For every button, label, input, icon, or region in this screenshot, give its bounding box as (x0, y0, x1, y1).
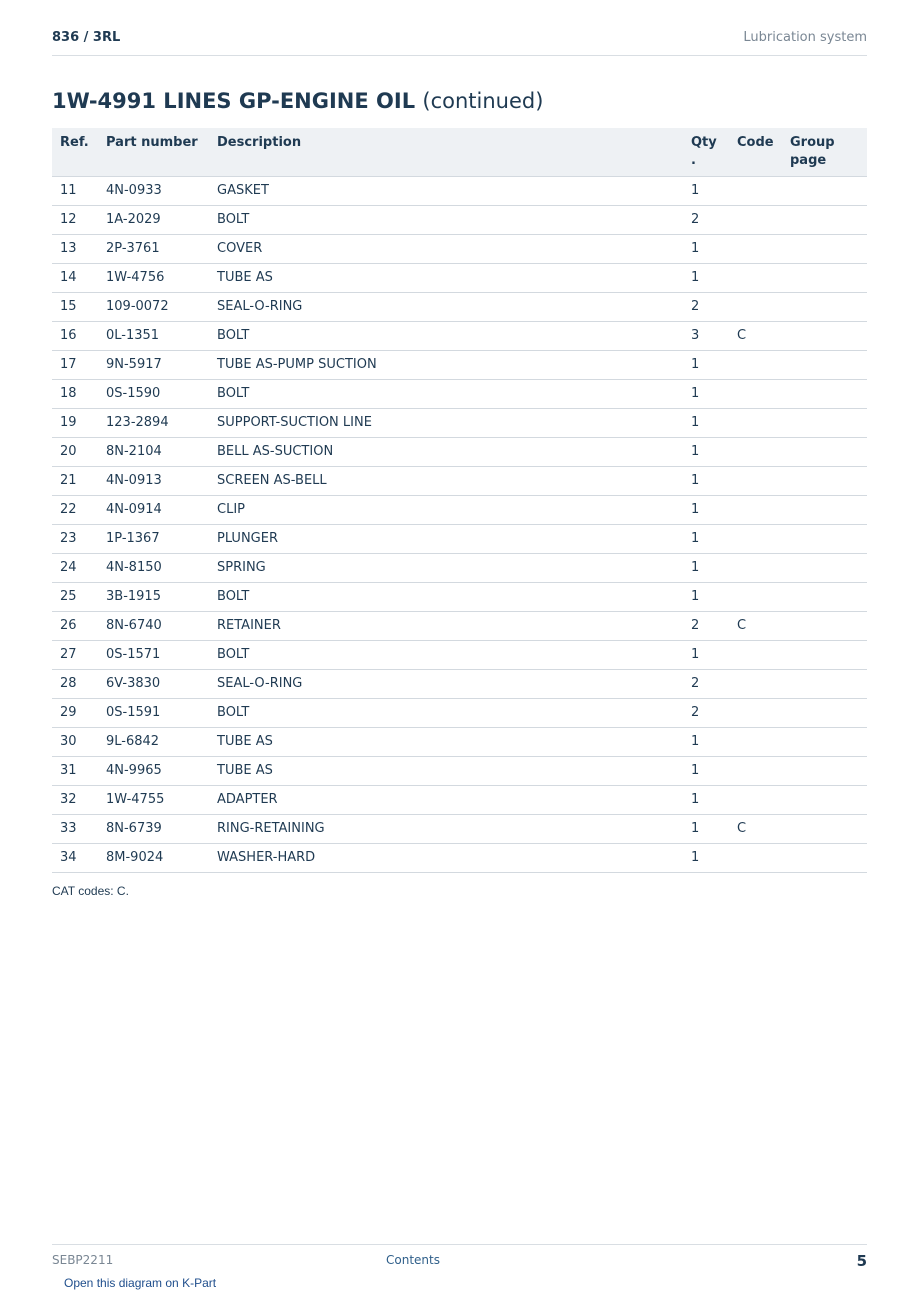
code-cell (729, 843, 782, 872)
description-cell: PLUNGER (209, 524, 683, 553)
table-row (52, 350, 867, 379)
ref-cell: 21 (52, 466, 98, 495)
col-part-number-header: Part number (98, 128, 209, 176)
ref-cell: 24 (52, 553, 98, 582)
cat-codes-note: CAT codes: C. (52, 884, 129, 898)
table-row (52, 814, 867, 843)
table-row (52, 843, 867, 872)
table-header-row (52, 128, 867, 176)
part-number-cell: 6V-3830 (98, 669, 209, 698)
part-number-cell: 4N-0914 (98, 495, 209, 524)
part-number-cell: 4N-0933 (98, 176, 209, 205)
qty-cell: 1 (683, 640, 729, 669)
group-page-cell (782, 292, 867, 321)
qty-cell: 1 (683, 495, 729, 524)
qty-cell: 2 (683, 669, 729, 698)
code-cell (729, 495, 782, 524)
part-number-cell: 123-2894 (98, 408, 209, 437)
group-page-cell (782, 698, 867, 727)
qty-cell: 1 (683, 176, 729, 205)
table-row (52, 785, 867, 814)
kpart-link[interactable]: Open this diagram on K-Part (64, 1276, 217, 1290)
ref-cell: 29 (52, 698, 98, 727)
code-cell (729, 785, 782, 814)
description-cell: SCREEN AS-BELL (209, 466, 683, 495)
col-ref-header: Ref. (52, 128, 98, 176)
ref-cell: 15 (52, 292, 98, 321)
part-number-cell: 9L-6842 (98, 727, 209, 756)
ref-cell: 19 (52, 408, 98, 437)
qty-cell: 1 (683, 756, 729, 785)
title-suffix: (continued) (422, 89, 544, 113)
group-page-cell (782, 495, 867, 524)
col-code-header: Code (729, 128, 782, 176)
qty-cell: 1 (683, 843, 729, 872)
table-row (52, 379, 867, 408)
group-page-cell (782, 611, 867, 640)
footer-divider (52, 1244, 867, 1245)
document-code: SEBP2211 (52, 1253, 114, 1267)
table-row (52, 495, 867, 524)
table-row (52, 611, 867, 640)
table-row (52, 582, 867, 611)
col-group-page-header: Group page (782, 128, 867, 176)
qty-cell: 2 (683, 611, 729, 640)
table-row (52, 669, 867, 698)
code-cell (729, 756, 782, 785)
part-number-cell: 8N-6739 (98, 814, 209, 843)
group-page-cell (782, 437, 867, 466)
ref-cell: 27 (52, 640, 98, 669)
description-cell: BOLT (209, 698, 683, 727)
qty-cell: 1 (683, 727, 729, 756)
part-number-cell: 1W-4756 (98, 263, 209, 292)
ref-cell: 13 (52, 234, 98, 263)
description-cell: BOLT (209, 640, 683, 669)
qty-cell: 1 (683, 408, 729, 437)
code-cell (729, 234, 782, 263)
table-row (52, 321, 867, 350)
ref-cell: 12 (52, 205, 98, 234)
code-cell (729, 205, 782, 234)
table-row (52, 727, 867, 756)
part-number-cell: 2P-3761 (98, 234, 209, 263)
group-page-cell (782, 466, 867, 495)
table-body (52, 176, 867, 872)
ref-cell: 18 (52, 379, 98, 408)
qty-cell: 1 (683, 466, 729, 495)
description-cell: BOLT (209, 205, 683, 234)
code-cell (729, 176, 782, 205)
ref-cell: 22 (52, 495, 98, 524)
model-label: 836 / 3RL (52, 30, 121, 45)
description-cell: BOLT (209, 582, 683, 611)
qty-cell: 2 (683, 205, 729, 234)
description-cell: BOLT (209, 321, 683, 350)
code-cell (729, 350, 782, 379)
qty-cell: 1 (683, 582, 729, 611)
code-cell (729, 524, 782, 553)
part-number-cell: 1A-2029 (98, 205, 209, 234)
group-page-cell (782, 843, 867, 872)
part-number-cell: 0S-1590 (98, 379, 209, 408)
part-number-cell: 1P-1367 (98, 524, 209, 553)
group-page-cell (782, 205, 867, 234)
description-cell: TUBE AS (209, 756, 683, 785)
qty-cell: 2 (683, 292, 729, 321)
group-page-cell (782, 176, 867, 205)
page-header (52, 28, 867, 56)
group-page-cell (782, 640, 867, 669)
description-cell: GASKET (209, 176, 683, 205)
qty-cell: 1 (683, 785, 729, 814)
qty-cell: 1 (683, 379, 729, 408)
qty-cell: 1 (683, 524, 729, 553)
code-cell (729, 466, 782, 495)
code-cell (729, 292, 782, 321)
ref-cell: 30 (52, 727, 98, 756)
part-number-cell: 8M-9024 (98, 843, 209, 872)
group-page-cell (782, 785, 867, 814)
part-number-cell: 4N-9965 (98, 756, 209, 785)
qty-cell: 1 (683, 814, 729, 843)
part-number-cell: 0S-1571 (98, 640, 209, 669)
code-cell: C (729, 611, 782, 640)
ref-cell: 26 (52, 611, 98, 640)
description-cell: TUBE AS (209, 727, 683, 756)
part-number-cell: 8N-2104 (98, 437, 209, 466)
ref-cell: 20 (52, 437, 98, 466)
group-page-cell (782, 234, 867, 263)
code-cell (729, 727, 782, 756)
part-number-cell: 4N-0913 (98, 466, 209, 495)
code-cell (729, 640, 782, 669)
group-page-cell (782, 379, 867, 408)
table-row (52, 408, 867, 437)
ref-cell: 31 (52, 756, 98, 785)
group-page-cell (782, 350, 867, 379)
ref-cell: 23 (52, 524, 98, 553)
ref-cell: 33 (52, 814, 98, 843)
table-row (52, 524, 867, 553)
col-description-header: Description (209, 128, 683, 176)
description-cell: BELL AS-SUCTION (209, 437, 683, 466)
qty-cell: 1 (683, 234, 729, 263)
part-number-cell: 0L-1351 (98, 321, 209, 350)
col-qty-header: Qty . (683, 128, 729, 176)
ref-cell: 25 (52, 582, 98, 611)
ref-cell: 14 (52, 263, 98, 292)
table-row (52, 698, 867, 727)
part-number-cell: 4N-8150 (98, 553, 209, 582)
table-row (52, 466, 867, 495)
part-number-cell: 0S-1591 (98, 698, 209, 727)
part-number-cell: 1W-4755 (98, 785, 209, 814)
qty-cell: 1 (683, 437, 729, 466)
group-page-cell (782, 582, 867, 611)
group-page-cell (782, 524, 867, 553)
code-cell (729, 582, 782, 611)
group-page-cell (782, 263, 867, 292)
group-page-cell (782, 669, 867, 698)
qty-cell: 1 (683, 350, 729, 379)
ref-cell: 16 (52, 321, 98, 350)
part-number-cell: 8N-6740 (98, 611, 209, 640)
ref-cell: 32 (52, 785, 98, 814)
ref-cell: 28 (52, 669, 98, 698)
section-label: Lubrication system (743, 30, 867, 45)
title-main: 1W-4991 LINES GP-ENGINE OIL (52, 89, 416, 113)
code-cell (729, 437, 782, 466)
description-cell: SEAL-O-RING (209, 669, 683, 698)
code-cell (729, 263, 782, 292)
description-cell: RING-RETAINING (209, 814, 683, 843)
code-cell (729, 669, 782, 698)
part-number-cell: 3B-1915 (98, 582, 209, 611)
table-row (52, 176, 867, 205)
ref-cell: 11 (52, 176, 98, 205)
table-row (52, 553, 867, 582)
description-cell: ADAPTER (209, 785, 683, 814)
code-cell (729, 698, 782, 727)
description-cell: SPRING (209, 553, 683, 582)
parts-table (52, 128, 867, 873)
page-title (52, 89, 543, 113)
page-number: 5 (856, 1252, 867, 1270)
group-page-cell (782, 321, 867, 350)
code-cell (729, 408, 782, 437)
code-cell (729, 379, 782, 408)
code-cell (729, 553, 782, 582)
table-row (52, 756, 867, 785)
table-row (52, 292, 867, 321)
description-cell: CLIP (209, 495, 683, 524)
qty-cell: 3 (683, 321, 729, 350)
description-cell: COVER (209, 234, 683, 263)
description-cell: TUBE AS (209, 263, 683, 292)
code-cell: C (729, 321, 782, 350)
part-number-cell: 109-0072 (98, 292, 209, 321)
description-cell: SEAL-O-RING (209, 292, 683, 321)
code-cell: C (729, 814, 782, 843)
table-row (52, 640, 867, 669)
table-row (52, 205, 867, 234)
table-row (52, 234, 867, 263)
table-row (52, 437, 867, 466)
part-number-cell: 9N-5917 (98, 350, 209, 379)
group-page-cell (782, 756, 867, 785)
group-page-cell (782, 553, 867, 582)
qty-cell: 2 (683, 698, 729, 727)
table-row (52, 263, 867, 292)
description-cell: RETAINER (209, 611, 683, 640)
description-cell: TUBE AS-PUMP SUCTION (209, 350, 683, 379)
group-page-cell (782, 727, 867, 756)
description-cell: SUPPORT-SUCTION LINE (209, 408, 683, 437)
ref-cell: 17 (52, 350, 98, 379)
ref-cell: 34 (52, 843, 98, 872)
group-page-cell (782, 814, 867, 843)
contents-link[interactable]: Contents (386, 1253, 440, 1267)
description-cell: WASHER-HARD (209, 843, 683, 872)
qty-cell: 1 (683, 263, 729, 292)
group-page-cell (782, 408, 867, 437)
description-cell: BOLT (209, 379, 683, 408)
qty-cell: 1 (683, 553, 729, 582)
